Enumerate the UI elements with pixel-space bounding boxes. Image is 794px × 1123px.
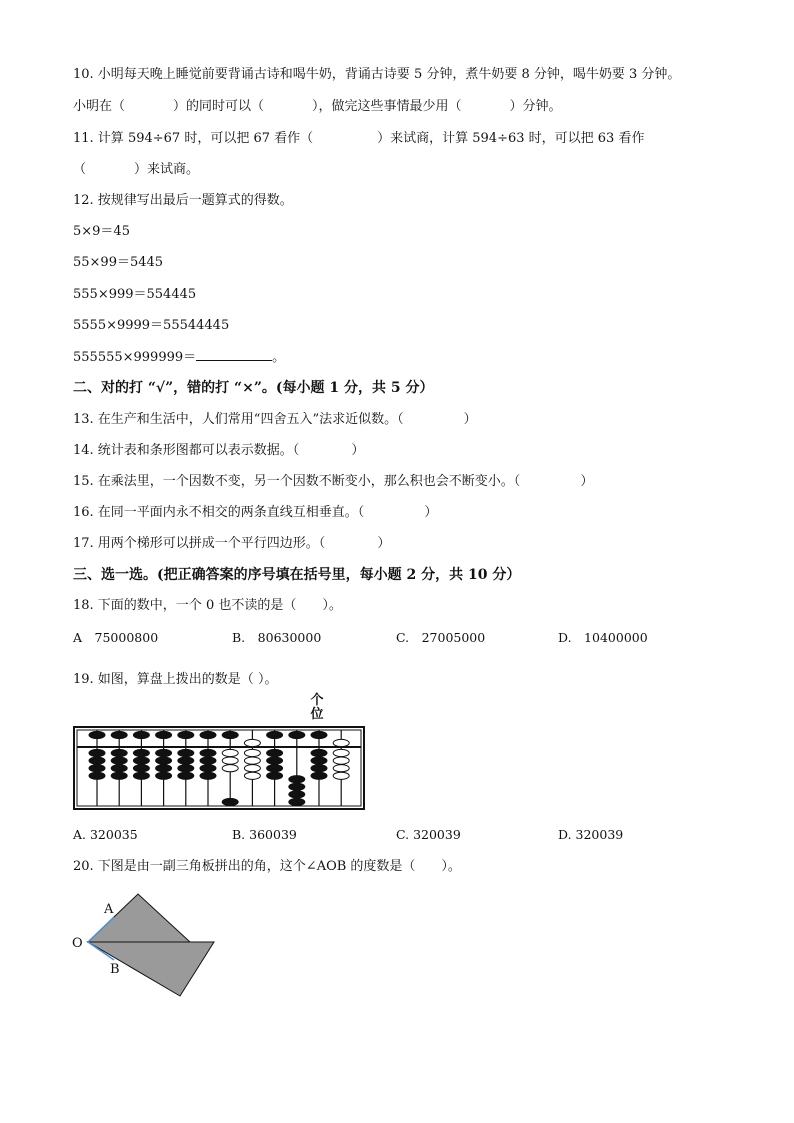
abacus-lower-bead	[133, 765, 149, 772]
q15-text: 15. 在乘法里，一个因数不变，另一个因数不断变小，那么积也会不断变小。（	[73, 474, 521, 489]
point-o-label: O	[72, 936, 83, 951]
q15	[73, 473, 593, 491]
q10-line2	[73, 98, 562, 116]
q11-text-c: （	[73, 162, 87, 177]
q20-text: 20. 下图是由一副三角板拼出的角，这个∠AOB 的度数是（ ）。	[73, 859, 461, 874]
abacus-lower-bead	[289, 783, 305, 790]
q18-option-b[interactable]: B. 80630000	[232, 630, 322, 645]
abacus-lower-bead	[89, 765, 105, 772]
lower-triangle-ruler	[88, 942, 214, 996]
q11-text-d: ）来试商。	[134, 162, 200, 177]
q12-eq3: 555×999＝554445	[73, 287, 197, 302]
q11-line1	[73, 130, 644, 148]
q17-text: 17. 用两个梯形可以拼成一个平行四边形。（	[73, 536, 326, 551]
q14-close: ）	[351, 443, 365, 458]
point-b-label: B	[110, 962, 120, 977]
abacus-lower-bead	[244, 757, 260, 764]
abacus-lower-bead	[200, 749, 216, 756]
abacus-upper-bead	[111, 731, 127, 738]
abacus-lower-bead	[222, 757, 238, 764]
abacus-upper-bead	[200, 731, 216, 738]
q12-eq2: 55×99＝5445	[73, 255, 164, 270]
q15-close: ）	[580, 474, 594, 489]
point-a-label: A	[104, 902, 114, 917]
abacus-lower-bead	[289, 791, 305, 798]
abacus-lower-bead	[311, 749, 327, 756]
q19-option-b[interactable]: B. 360039	[232, 827, 297, 842]
q12-eq1: 5×9＝45	[73, 224, 130, 239]
abacus-upper-bead	[178, 731, 194, 738]
q16	[73, 504, 437, 522]
abacus-lower-bead	[156, 757, 172, 764]
q19-option-c[interactable]: C. 320039	[396, 827, 461, 842]
abacus-lower-bead	[89, 757, 105, 764]
q18-option-a[interactable]: A 75000800	[73, 630, 159, 645]
q12-eq5	[73, 348, 285, 367]
abacus-lower-bead	[156, 749, 172, 756]
triangle-ruler-figure	[66, 890, 226, 1002]
abacus-lower-bead	[244, 772, 260, 779]
abacus-lower-bead	[200, 757, 216, 764]
q11-text-b: ）来试商，计算 594÷63 时，可以把 63 看作	[377, 131, 645, 146]
abacus-lower-bead	[156, 772, 172, 779]
abacus-lower-bead	[200, 765, 216, 772]
abacus-lower-bead	[178, 772, 194, 779]
q11-line2	[73, 161, 199, 179]
abacus-lower-bead	[111, 749, 127, 756]
q14	[73, 442, 364, 460]
abacus-label-text: 个位	[310, 693, 324, 722]
q10-text-a: 小明在（	[73, 99, 126, 114]
q13-text: 13. 在生产和生活中，人们常用“四舍五入”法求近似数。（	[73, 412, 404, 427]
abacus-lower-bead	[133, 772, 149, 779]
q10-text-b: ）的同时可以（	[173, 99, 265, 114]
abacus-upper-bead	[133, 731, 149, 738]
abacus-lower-bead	[89, 749, 105, 756]
abacus-lower-bead	[178, 765, 194, 772]
abacus-upper-bead	[222, 731, 238, 738]
abacus-lower-bead	[311, 765, 327, 772]
q17-close: ）	[377, 536, 391, 551]
abacus-lower-bead	[222, 765, 238, 772]
abacus-lower-bead	[289, 798, 305, 805]
section2-title: 二、对的打 “√”，错的打 “×”。(每小题 1 分，共 5 分）	[73, 380, 434, 396]
abacus-lower-bead	[244, 765, 260, 772]
abacus-lower-bead	[111, 765, 127, 772]
q12-eq4: 5555×9999＝55544445	[73, 318, 230, 333]
abacus-lower-bead	[267, 749, 283, 756]
abacus-figure	[73, 726, 365, 810]
abacus-upper-bead	[89, 731, 105, 738]
q19-option-d[interactable]: D. 320039	[558, 827, 624, 842]
abacus-lower-bead	[267, 757, 283, 764]
q16-close: ）	[424, 505, 438, 520]
abacus-upper-bead	[311, 731, 327, 738]
q13-close: ）	[463, 412, 477, 427]
q12-eq5-text: 555555×999999＝	[73, 350, 197, 365]
abacus-upper-bead	[333, 739, 349, 746]
abacus-lower-bead	[222, 749, 238, 756]
q10-text-c: ），做完这些事情最少用（	[312, 99, 462, 114]
abacus-lower-bead	[333, 749, 349, 756]
abacus-lower-bead	[111, 757, 127, 764]
abacus-lower-bead	[333, 772, 349, 779]
abacus-lower-bead	[156, 765, 172, 772]
abacus-upper-bead	[244, 739, 260, 746]
abacus-lower-bead	[333, 757, 349, 764]
q18-option-d[interactable]: D. 10400000	[558, 630, 648, 645]
q16-text: 16. 在同一平面内永不相交的两条直线互相垂直。（	[73, 505, 365, 520]
abacus-lower-bead	[333, 765, 349, 772]
q13	[73, 411, 477, 429]
section3-title: 三、选一选。(把正确答案的序号填在括号里，每小题 2 分，共 10 分）	[73, 567, 521, 583]
abacus-upper-bead	[156, 731, 172, 738]
abacus-lower-bead	[267, 765, 283, 772]
abacus-lower-bead	[133, 749, 149, 756]
abacus-lower-bead	[178, 757, 194, 764]
abacus-lower-bead	[200, 772, 216, 779]
abacus-lower-bead	[244, 749, 260, 756]
abacus-lower-bead	[222, 798, 238, 805]
abacus-lower-bead	[289, 776, 305, 783]
abacus-lower-bead	[267, 772, 283, 779]
q10-line1: 10. 小明每天晚上睡觉前要背诵古诗和喝牛奶，背诵古诗要 5 分钟，煮牛奶要 8 分钟，喝牛奶要 3 分钟。	[73, 67, 681, 82]
q14-text: 14. 统计表和条形图都可以表示数据。（	[73, 443, 300, 458]
abacus-upper-bead	[289, 731, 305, 738]
abacus-lower-bead	[311, 757, 327, 764]
q10-text-d: ）分钟。	[509, 99, 562, 114]
q19-text: 19. 如图，算盘上拨出的数是（ ）。	[73, 672, 278, 687]
q11-text-a: 11. 计算 594÷67 时，可以把 67 看作（	[73, 131, 314, 146]
q12-eq5-end: 。	[272, 350, 286, 365]
abacus-ones-place-label	[310, 694, 326, 722]
q18-text: 18. 下面的数中，一个 0 也不读的是（ ）。	[73, 598, 342, 613]
q18-option-c[interactable]: C. 27005000	[396, 630, 486, 645]
abacus-lower-bead	[89, 772, 105, 779]
q19-option-a[interactable]: A. 320035	[73, 827, 138, 842]
abacus-lower-bead	[178, 749, 194, 756]
abacus-upper-bead	[267, 731, 283, 738]
q12-answer-blank[interactable]	[196, 348, 272, 361]
abacus-lower-bead	[311, 772, 327, 779]
abacus-lower-bead	[133, 757, 149, 764]
abacus-lower-bead	[111, 772, 127, 779]
q12-title: 12. 按规律写出最后一题算式的得数。	[73, 193, 293, 208]
q17	[73, 535, 390, 553]
